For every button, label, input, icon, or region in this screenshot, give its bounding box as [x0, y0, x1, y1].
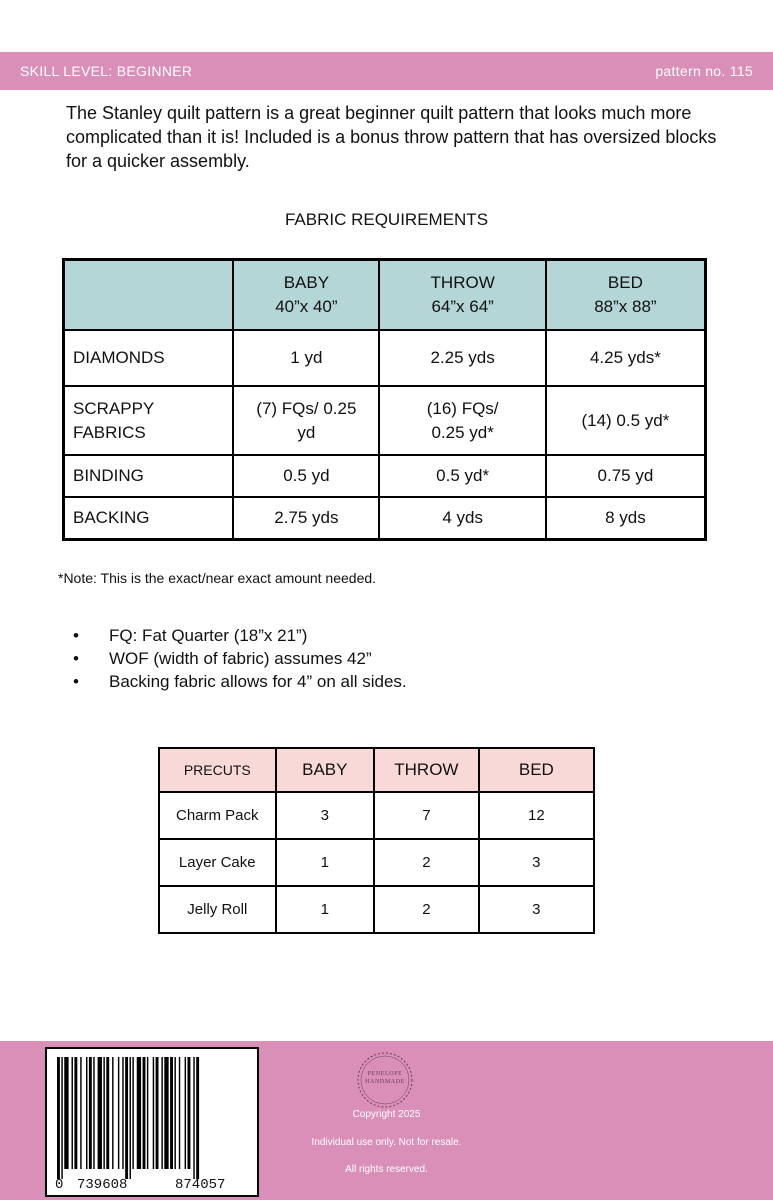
- column-header-throw: THROW: [374, 748, 479, 792]
- skill-level-label: SKILL LEVEL: BEGINNER: [20, 63, 193, 79]
- cell-throw: 7: [374, 792, 479, 839]
- list-item: • WOF (width of fabric) assumes 42”: [73, 649, 372, 668]
- copyright-text: Copyright 2025: [352, 1109, 421, 1120]
- row-label: SCRAPPY FABRICS: [64, 386, 234, 455]
- usage-text: Individual use only. Not for resale.: [311, 1137, 462, 1148]
- bullet-icon: •: [73, 649, 79, 668]
- table-row: [159, 839, 594, 886]
- cell-throw: 2: [374, 839, 479, 886]
- row-label: BINDING: [64, 455, 234, 497]
- row-label: BACKING: [64, 497, 234, 539]
- fabric-requirements-title: FABRIC REQUIREMENTS: [284, 210, 489, 229]
- fabric-requirements-table: [62, 258, 707, 541]
- footnote: *Note: This is the exact/near exact amount needed.: [58, 570, 377, 586]
- cell-bed: (14) 0.5 yd*: [546, 386, 706, 455]
- cell-baby: 1: [276, 839, 375, 886]
- logo-line-1: PENELOPE: [367, 1071, 403, 1077]
- bullet-icon: •: [73, 626, 79, 645]
- column-header-baby: BABY: [276, 748, 375, 792]
- bullet-icon: •: [73, 672, 79, 691]
- barcode-digit-prefix: 0: [55, 1177, 64, 1193]
- cell-baby: 0.5 yd: [233, 455, 379, 497]
- list-item: • FQ: Fat Quarter (18”x 21”): [73, 626, 308, 645]
- cell-throw: 4 yds: [379, 497, 545, 539]
- cell-bed: 0.75 yd: [546, 455, 706, 497]
- cell-throw: (16) FQs/ 0.25 yd*: [379, 386, 545, 455]
- column-header-baby: BABY 40”x 40”: [233, 260, 379, 331]
- table-row: [64, 497, 706, 539]
- cell-throw: 2: [374, 886, 479, 933]
- column-header-throw: THROW 64”x 64”: [379, 260, 545, 331]
- intro-paragraph: The Stanley quilt pattern is a great beginner quilt pattern that looks much more complicated than it is! Included is a bonus throw pattern that has oversized blocks for a quicker assembly.: [66, 103, 717, 171]
- cell-baby: 1: [276, 886, 375, 933]
- table-row: [159, 886, 594, 933]
- cell-baby: 3: [276, 792, 375, 839]
- precut-name: Layer Cake: [159, 839, 276, 886]
- top-banner: [0, 52, 773, 90]
- table-row: [64, 455, 706, 497]
- table-row: [64, 386, 706, 455]
- pattern-number: pattern no. 115: [655, 63, 753, 79]
- cell-bed: 12: [479, 792, 594, 839]
- table-row: [159, 792, 594, 839]
- cell-bed: 8 yds: [546, 497, 706, 539]
- cell-bed: 3: [479, 886, 594, 933]
- logo-line-2: HANDMADE: [365, 1079, 405, 1085]
- barcode-digit-group-left: 739608: [77, 1177, 128, 1193]
- table-row: [64, 330, 706, 386]
- cell-bed: 3: [479, 839, 594, 886]
- cell-throw: 2.25 yds: [379, 330, 545, 386]
- corner-cell: [64, 260, 234, 331]
- cell-bed: 4.25 yds*: [546, 330, 706, 386]
- barcode-digit-group-right: 874057: [175, 1177, 226, 1193]
- footer-banner: [0, 1041, 773, 1200]
- precut-name: Jelly Roll: [159, 886, 276, 933]
- list-item: • Backing fabric allows for 4” on all sides.: [73, 672, 407, 691]
- table-header-row: [159, 748, 594, 792]
- table-header-row: [64, 260, 706, 331]
- precuts-header: PRECUTS: [159, 748, 276, 792]
- brand-logo: [353, 1048, 417, 1112]
- rights-text: All rights reserved.: [345, 1164, 428, 1175]
- notes-list: [66, 624, 407, 693]
- column-header-bed: BED 88”x 88”: [546, 260, 706, 331]
- precut-name: Charm Pack: [159, 792, 276, 839]
- cell-baby: 1 yd: [233, 330, 379, 386]
- cell-throw: 0.5 yd*: [379, 455, 545, 497]
- precuts-table: [158, 747, 595, 934]
- cell-baby: 2.75 yds: [233, 497, 379, 539]
- row-label: DIAMONDS: [64, 330, 234, 386]
- column-header-bed: BED: [479, 748, 594, 792]
- cell-baby: (7) FQs/ 0.25 yd: [233, 386, 379, 455]
